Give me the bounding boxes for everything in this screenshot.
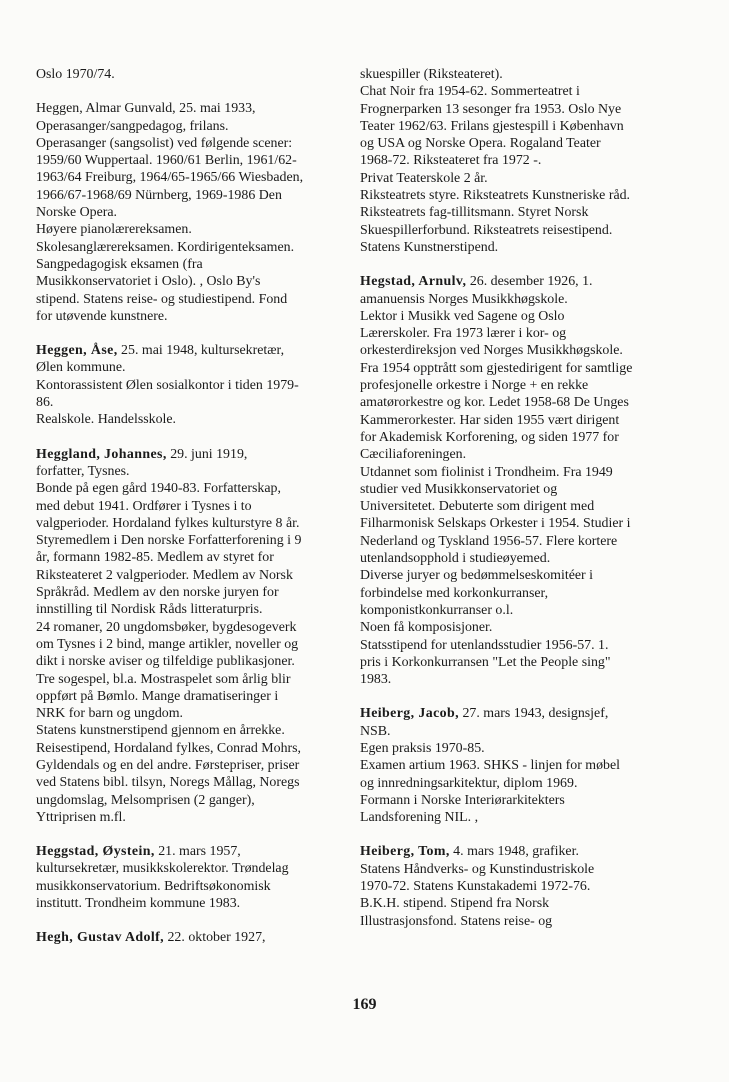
text-line: Statens Håndverks- og Kunstindustriskole <box>360 861 595 877</box>
text-line: Diverse juryer og bedømmelseskomitéer i <box>360 568 593 584</box>
text-line: orkesterdireksjon ved Norges Musikkhøgskole. <box>360 343 623 359</box>
text-line: og USA og Norske Opera. Rogaland Teater <box>360 136 601 152</box>
text-line: amanuensis Norges Musikkhøgskole. <box>360 291 568 307</box>
text-line: B.K.H. stipend. Stipend fra Norsk <box>360 896 550 912</box>
text-line: Statens Kunstnerstipend. <box>360 239 499 255</box>
text-line: 1983. <box>360 672 392 688</box>
biography-entry <box>360 843 690 929</box>
text-line: Statens kunstnerstipend gjennom en årrekke. <box>36 723 285 739</box>
entry-name: Heiberg, Jacob, <box>360 706 459 722</box>
text-line: Bonde på egen gård 1940-83. Forfatterskap, <box>36 481 281 497</box>
text-line: institutt. Trondheim kommune 1983. <box>36 896 241 912</box>
text-line: pris i Korkonkurransen "Let the People sing" <box>360 654 611 670</box>
text-line: for utøvende kunstnere. <box>36 308 168 324</box>
biography-entry <box>36 100 336 325</box>
text-line: Utdannet som fiolinist i Trondheim. Fra 1949 <box>360 464 613 480</box>
entry-text: 29. juni 1919, <box>166 446 248 462</box>
text-line: profesjonelle orkestre i Norge + en rekke <box>360 378 589 394</box>
text-line: Sangpedagogisk eksamen (fra <box>36 256 203 272</box>
entry-name: Hegstad, Arnulv, <box>360 274 467 290</box>
entry-name: Hegh, Gustav Adolf, <box>36 930 165 946</box>
entry-text: 4. mars 1948, grafiker. <box>449 844 579 860</box>
entry-text: 22. oktober 1927, <box>164 930 266 946</box>
text-line: kultursekretær, musikkskolerektor. Trøndelag <box>36 861 289 877</box>
biography-entry <box>36 342 336 428</box>
text-line <box>360 843 690 860</box>
text-line: 1966/67-1968/69 Nürnberg, 1969-1986 Den <box>36 187 282 203</box>
text-line <box>360 273 690 290</box>
text-line: ved Statens bibl. tilsyn, Noregs Mållag, Noregs <box>36 775 300 791</box>
text-line: innstilling til Nordisk Råds litteraturpris. <box>36 602 263 618</box>
text-line: dikt i norske aviser og tilfeldige publikasjoner. <box>36 654 295 670</box>
text-line: Musikkonservatoriet i Oslo). , Oslo By's <box>36 274 261 290</box>
text-line: NRK for barn og ungdom. <box>36 706 183 722</box>
text-line: stipend. Statens reise- og studiestipend. Fond <box>36 291 288 307</box>
text-line: med debut 1941. Ordfører i Tysnes i to <box>36 498 252 514</box>
text-line <box>36 843 336 860</box>
text-line: 1959/60 Wuppertaal. 1960/61 Berlin, 1961/62- <box>36 153 297 169</box>
text-line: 86. <box>36 395 54 411</box>
text-line: Høyere pianolærereksamen. <box>36 222 192 238</box>
entry-text: 25. mai 1948, kultursekretær, <box>117 343 285 359</box>
entry-name: Heggen, Åse, <box>36 343 118 359</box>
text-line: Illustrasjonsfond. Statens reise- og <box>360 913 553 929</box>
biography-entry <box>360 705 690 826</box>
text-line: Gyldendals og en del andre. Førstepriser, priser <box>36 757 300 773</box>
text-line <box>36 929 336 946</box>
text-line: skuespiller (Riksteateret). <box>360 67 503 82</box>
text-line: amatørorkestre og kor. Ledet 1958-68 De Unges <box>360 395 629 411</box>
text-line: Skuespillerforbund. Riksteatrets reisestipend. <box>360 222 613 238</box>
text-line: forbindelse med korkonkurranser, <box>360 585 549 601</box>
text-line: 1968-72. Riksteateret fra 1972 -. <box>360 153 542 169</box>
text-line <box>36 342 336 359</box>
text-line: Yttriprisen m.fl. <box>36 809 126 825</box>
entry-name: Heggland, Johannes, <box>36 446 167 462</box>
text-line: Realskole. Handelsskole. <box>36 412 177 428</box>
text-line: Heggen, Almar Gunvald, 25. mai 1933, <box>36 101 256 117</box>
text-line: Tre sogespel, bl.a. Mostraspelet som årlig blir <box>36 671 291 687</box>
text-line: Fra 1954 opptrått som gjestedirigent for samtlige <box>360 360 633 376</box>
text-line: Teater 1962/63. Frilans gjestespill i København <box>360 118 624 134</box>
biography-entry <box>36 843 336 912</box>
text-line <box>360 705 690 722</box>
text-line: Språkråd. Medlem av den norske juryen for <box>36 585 279 601</box>
text-line: Lærerskoler. Fra 1973 lærer i kor- og <box>360 326 567 342</box>
page-number: 169 <box>352 996 377 1013</box>
text-line: Reisestipend, Hordaland fylkes, Conrad Mohrs, <box>36 740 302 756</box>
text-line: Lektor i Musikk ved Sagene og Oslo <box>360 308 565 324</box>
text-line: Operasanger/sangpedagog, frilans. <box>36 118 229 134</box>
text-line: studier ved Musikkonservatoriet og <box>360 481 558 497</box>
entry-name: Heiberg, Tom, <box>360 844 450 860</box>
entry-text: 26. desember 1926, 1. <box>466 274 593 290</box>
text-line: Nederland og Tyskland 1956-57. Flere kortere <box>360 533 618 549</box>
entry-text: 21. mars 1957, <box>154 844 241 860</box>
right-column <box>360 66 690 947</box>
text-line: Norske Opera. <box>36 205 117 221</box>
text-line: Kontorassistent Ølen sosialkontor i tiden 1979- <box>36 377 299 393</box>
text-line: Landsforening NIL. , <box>360 810 479 826</box>
text-line: Noen få komposisjoner. <box>360 620 493 636</box>
text-line: Formann i Norske Interiørarkitekters <box>360 792 565 808</box>
text-line: Oslo 1970/74. <box>36 67 115 82</box>
text-line: Skolesanglærereksamen. Kordirigenteksamen. <box>36 239 295 255</box>
text-line: valgperioder. Hordaland fylkes kulturstyre 8 år. <box>36 515 300 531</box>
text-line: og innredningsarkitektur, diplom 1969. <box>360 775 578 791</box>
text-line: 24 romaner, 20 ungdomsbøker, bygdesogeverk <box>36 619 297 635</box>
text-line: Chat Noir fra 1954-62. Sommerteatret i <box>360 84 580 100</box>
text-line: år, formann 1982-85. Medlem av styret for <box>36 550 274 566</box>
text-line: Styremedlem i Den norske Forfatterforening i 9 <box>36 533 302 549</box>
text-line: Cæciliaforeningen. <box>360 447 467 463</box>
biography-entry <box>36 929 336 946</box>
text-line: Riksteateret 2 valgperioder. Medlem av Norsk <box>36 567 293 583</box>
text-line: Egen praksis 1970-85. <box>360 740 485 756</box>
left-column <box>36 66 336 964</box>
entry-name: Heggstad, Øystein, <box>36 844 155 860</box>
entry-text: 27. mars 1943, designsjef, <box>458 706 609 722</box>
text-line: musikkonservatorium. Bedriftsøkonomisk <box>36 878 271 894</box>
text-line: Frognerparken 13 sesonger fra 1953. Oslo Nye <box>360 101 622 117</box>
text-line: oppført på Bømlo. Mange dramatiseringer i <box>36 688 279 704</box>
text-line: Riksteatrets fag-tillitsmann. Styret Norsk <box>360 205 589 221</box>
text-line: Statsstipend for utenlandsstudier 1956-57. 1. <box>360 637 609 653</box>
text-line: 1970-72. Statens Kunstakademi 1972-76. <box>360 879 591 895</box>
text-line: NSB. <box>360 723 391 739</box>
text-line: Riksteatrets styre. Riksteatrets Kunstneriske råd. <box>360 188 631 204</box>
text-line: Universitetet. Debuterte som dirigent med <box>360 499 595 515</box>
text-line: om Tysnes i 2 bind, mange artikler, noveller og <box>36 636 299 652</box>
text-line: for Akademisk Korforening, og siden 1977 for <box>360 429 619 445</box>
text-line <box>36 446 336 463</box>
biography-entry <box>36 66 336 83</box>
biography-entry <box>36 446 336 827</box>
text-line: utenlandsopphold i studieøyemed. <box>360 551 551 567</box>
biography-entry <box>360 273 690 688</box>
biography-entry <box>360 66 690 256</box>
text-line: 1963/64 Freiburg, 1964/65-1965/66 Wiesbaden, <box>36 170 304 186</box>
text-line: Operasanger (sangsolist) ved følgende scener: <box>36 135 293 151</box>
text-line: Examen artium 1963. SHKS - linjen for møbel <box>360 758 621 774</box>
text-line: Filharmonisk Selskaps Orkester i 1954. Studier i <box>360 516 631 532</box>
text-line: Kammerorkester. Har siden 1955 vært dirigent <box>360 412 620 428</box>
text-line: komponistkonkurranser o.l. <box>360 602 514 618</box>
text-line: Privat Teaterskole 2 år. <box>360 170 488 186</box>
text-line: Ølen kommune. <box>36 360 126 376</box>
text-line: ungdomslag, Melsomprisen (2 ganger), <box>36 792 255 808</box>
text-line: forfatter, Tysnes. <box>36 463 130 479</box>
